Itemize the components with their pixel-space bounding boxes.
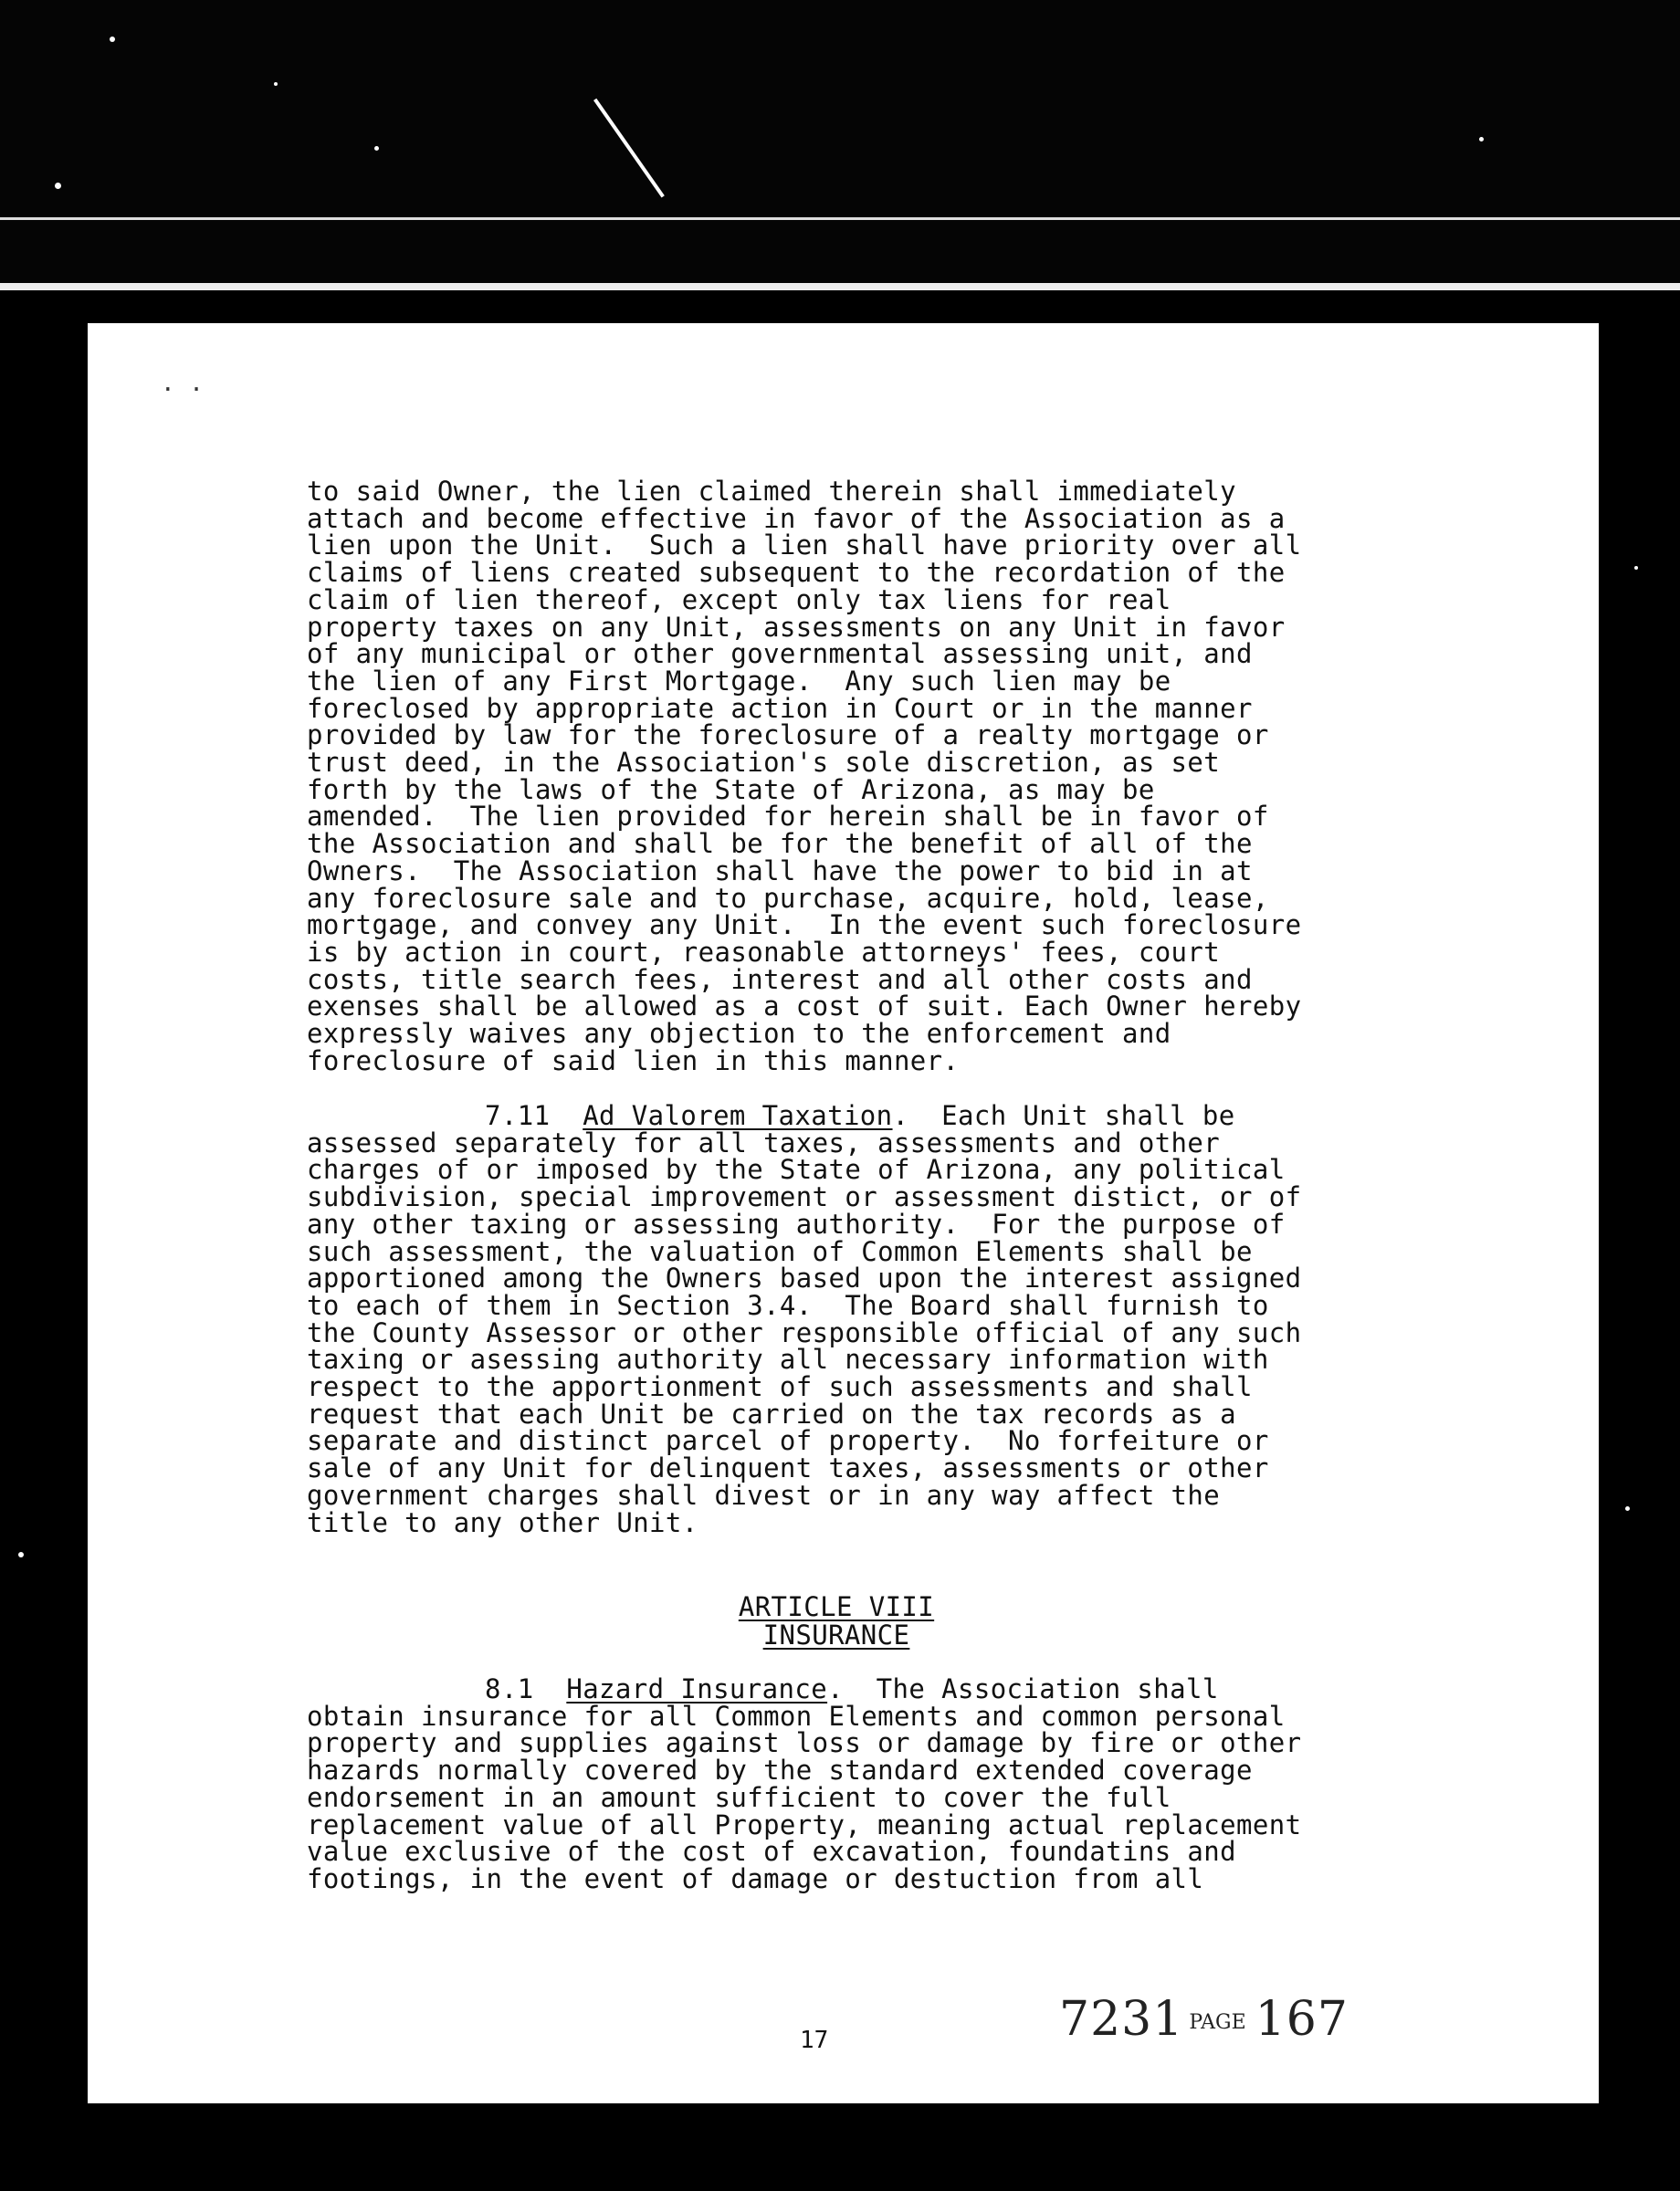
text-line: value exclusive of the cost of excavation, foundatins and: [307, 1836, 1236, 1868]
text-line: charges of or imposed by the State of Arizona, any political: [307, 1154, 1286, 1186]
text-line: government charges shall divest or in any way affect the: [307, 1479, 1221, 1511]
text-line: attach and become effective in favor of the Association as a: [307, 502, 1286, 534]
scan-speck: [374, 146, 379, 151]
text-line: footings, in the event of damage or destuction from all: [307, 1862, 1204, 1894]
text-line: claim of lien thereof, except only tax liens for real: [307, 583, 1171, 615]
section-7-11: [307, 1100, 1485, 1538]
text-line: Owners. The Association shall have the power to bid in at: [307, 854, 1253, 886]
text-line: foreclosure of said lien in this manner.: [307, 1044, 960, 1076]
text-line: claims of liens created subsequent to the recordation of the: [307, 557, 1286, 589]
scan-speck: [274, 82, 278, 86]
text-line: forth by the laws of the State of Arizona, as may be: [307, 773, 1155, 805]
scan-speck: [55, 183, 61, 189]
text-line: the lien of any First Mortgage. Any such lien may be: [307, 665, 1171, 697]
scan-mark: · ·: [161, 376, 204, 404]
recording-stamp: [1059, 1992, 1349, 2047]
scan-line: [0, 217, 1680, 220]
text-line: any foreclosure sale and to purchase, acquire, hold, lease,: [307, 882, 1269, 914]
document-page: [88, 323, 1599, 2103]
text-line: of any municipal or other governmental assessing unit, and: [307, 638, 1253, 670]
scan-speck: [18, 1552, 24, 1557]
section-number: 7.11: [485, 1100, 551, 1131]
scan-speck: [1634, 566, 1638, 570]
text-line: request that each Unit be carried on the tax records as a: [307, 1398, 1236, 1430]
text-line: subdivision, special improvement or assessment distict, or of: [307, 1181, 1302, 1213]
text-line: expressly waives any objection to the enforcement and: [307, 1018, 1171, 1050]
text-line: foreclosed by appropriate action in Court or in the manner: [307, 692, 1253, 724]
text-line: any other taxing or assessing authority. For the purpose of: [307, 1208, 1286, 1240]
text-line: replacement value of all Property, meaning actual replacement: [307, 1808, 1302, 1840]
scan-line: [0, 283, 1680, 290]
text-line: lien upon the Unit. Such a lien shall have priority over all: [307, 529, 1302, 561]
text-line: endorsement in an amount sufficient to cover the full: [307, 1781, 1171, 1813]
section-number: 8.1: [485, 1673, 534, 1704]
text-line: title to any other Unit.: [307, 1506, 698, 1538]
recording-page: 167: [1255, 1992, 1349, 2047]
section-text: . Each Unit shall be: [892, 1100, 1235, 1131]
section-text: . The Association shall: [827, 1673, 1219, 1704]
text-line: the Association and shall be for the benefit of all of the: [307, 828, 1253, 860]
text-line: sale of any Unit for delinquent taxes, assessments or other: [307, 1452, 1269, 1484]
section-body: [307, 1127, 1485, 1538]
scan-border-top: [0, 0, 1680, 283]
recording-book: 7231: [1059, 1992, 1184, 2047]
text-line: provided by law for the foreclosure of a realty mortgage or: [307, 719, 1269, 751]
text-line: the County Assessor or other responsible official of any such: [307, 1316, 1302, 1348]
scan-speck: [1479, 137, 1484, 142]
text-line: obtain insurance for all Common Elements and common personal: [307, 1700, 1286, 1732]
section-8-1: [307, 1673, 1485, 1894]
scan-speck: [110, 37, 115, 42]
text-line: to said Owner, the lien claimed therein shall immediately: [307, 476, 1236, 507]
text-line: assessed separately for all taxes, assessments and other: [307, 1127, 1221, 1158]
recording-label: PAGE: [1189, 2011, 1246, 2034]
scan-speck: [1625, 1506, 1630, 1511]
text-line: is by action in court, reasonable attorneys' fees, court: [307, 936, 1221, 968]
page-number: 17: [800, 2027, 829, 2054]
text-line: costs, title search fees, interest and all other costs and: [307, 963, 1253, 995]
text-line: property and supplies against loss or damage by fire or other: [307, 1727, 1302, 1759]
text-line: mortgage, and convey any Unit. In the event such foreclosure: [307, 909, 1302, 941]
text-line: property taxes on any Unit, assessments on any Unit in favor: [307, 611, 1286, 643]
text-line: amended. The lien provided for herein shall be in favor of: [307, 801, 1269, 833]
body-text: [307, 478, 1485, 1075]
section-body: [307, 1700, 1485, 1894]
text-line: hazards normally covered by the standard extended coverage: [307, 1755, 1253, 1787]
section-heading: Hazard Insurance: [566, 1673, 828, 1704]
text-line: separate and distinct parcel of property. No forfeiture or: [307, 1425, 1269, 1457]
text-line: such assessment, the valuation of Common Elements shall be: [307, 1235, 1253, 1267]
text-line: trust deed, in the Association's sole discretion, as set: [307, 747, 1221, 779]
text-line: exenses shall be allowed as a cost of suit. Each Owner hereby: [307, 991, 1302, 1022]
text-line: to each of them in Section 3.4. The Board shall furnish to: [307, 1289, 1269, 1321]
article-title: ARTICLE VIII: [738, 1591, 935, 1622]
article-subtitle: INSURANCE: [762, 1620, 910, 1651]
text-line: taxing or asessing authority all necessary information with: [307, 1344, 1269, 1376]
section-heading: Ad Valorem Taxation: [583, 1100, 893, 1131]
article-header: [722, 1593, 950, 1650]
text-line: respect to the apportionment of such assessments and shall: [307, 1371, 1253, 1403]
text-line: apportioned among the Owners based upon the interest assigned: [307, 1263, 1302, 1295]
